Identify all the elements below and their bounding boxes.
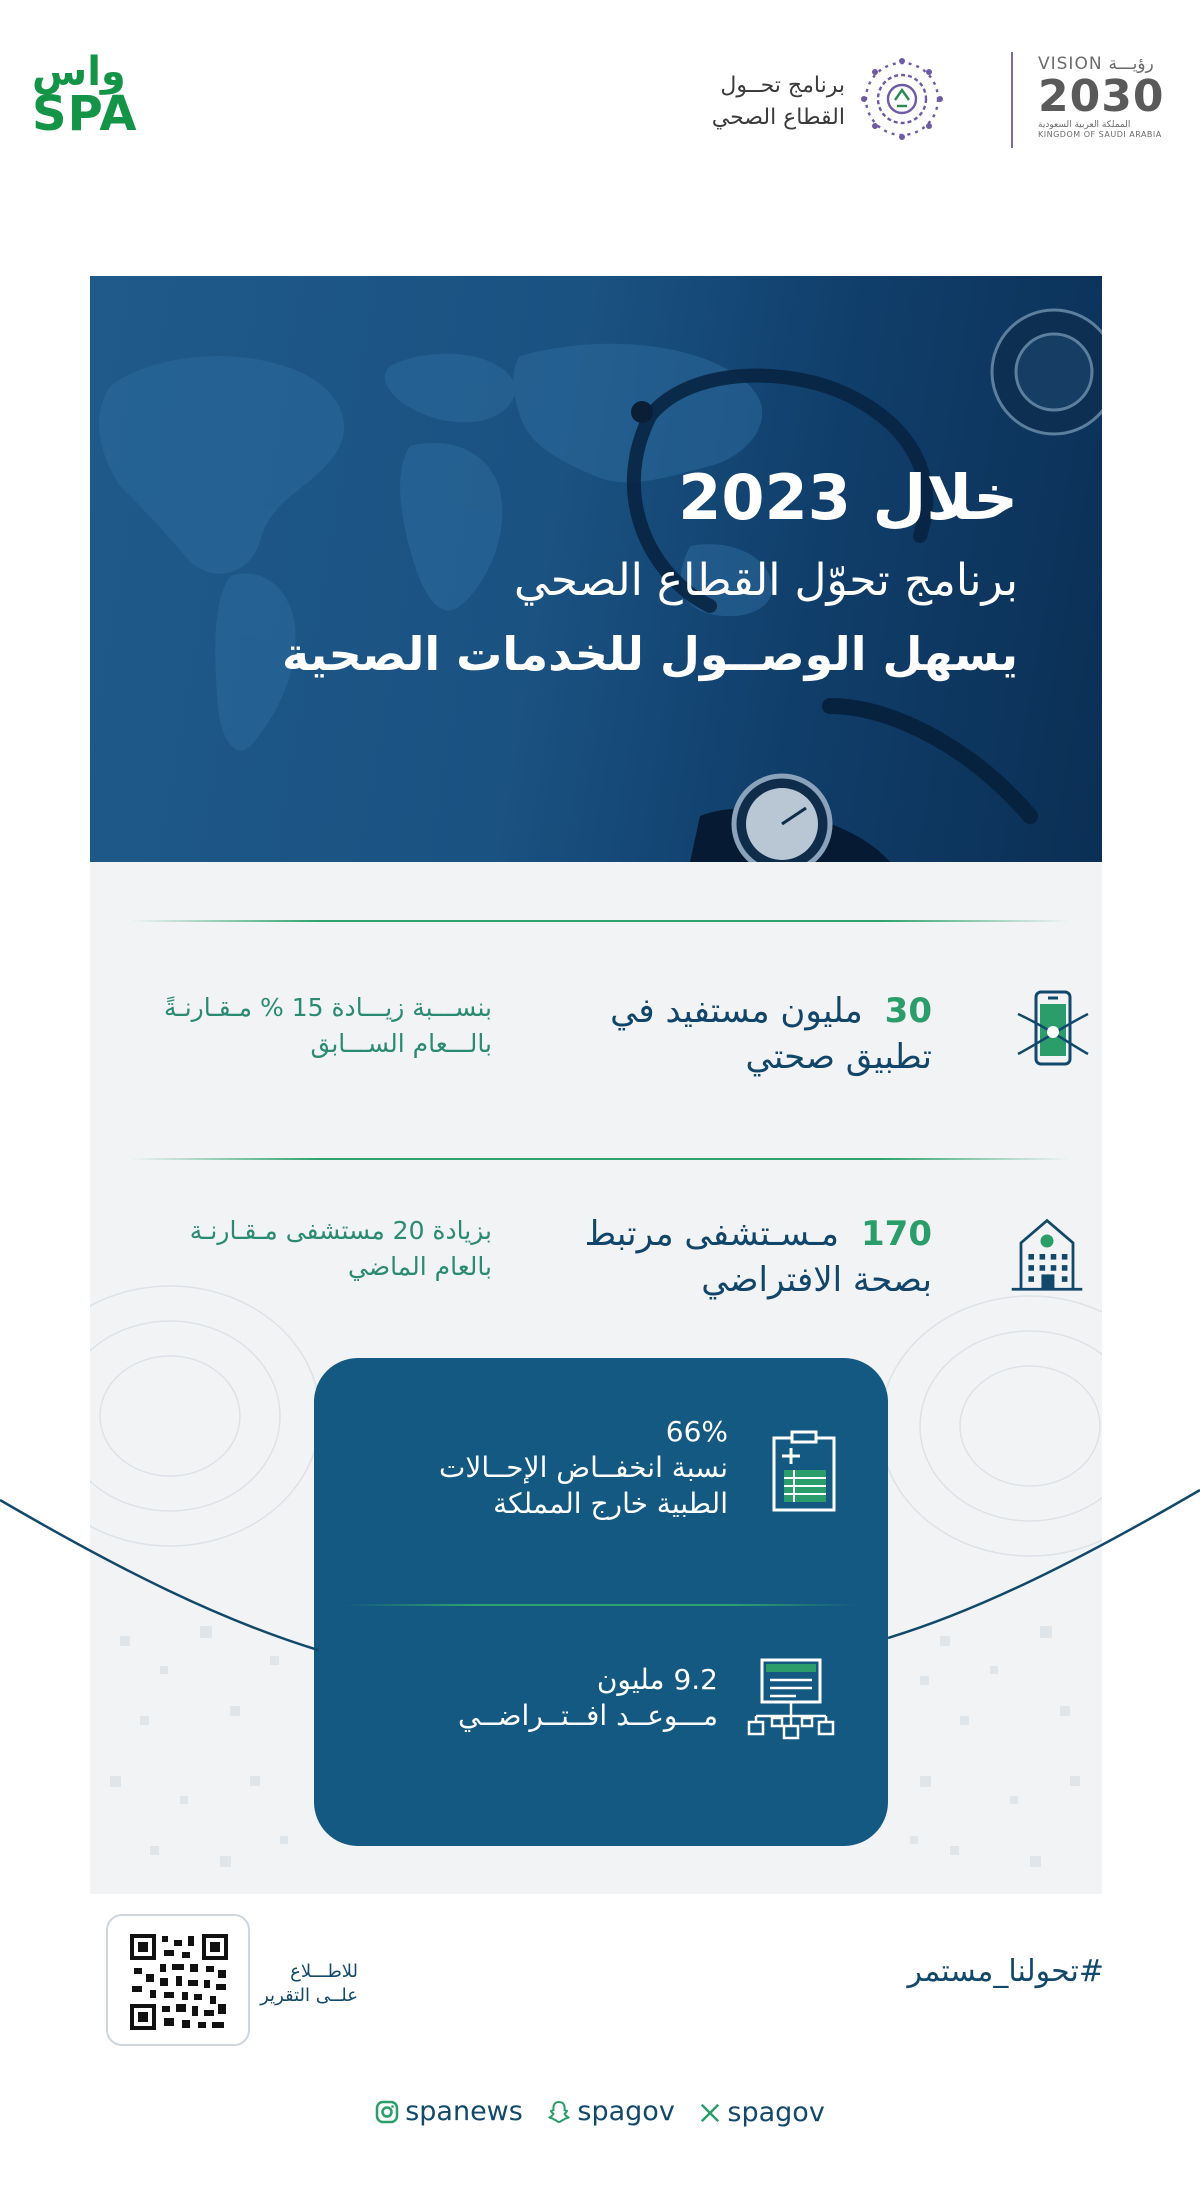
qr-code-icon[interactable] <box>130 1934 228 2030</box>
vision-country-ar: المملكة العربية السعودية <box>1038 120 1131 130</box>
snapchat-icon <box>547 2100 571 2124</box>
smartphone-app-icon <box>1014 988 1092 1072</box>
blood-pressure-gauge-icon <box>690 706 1030 862</box>
stat-label-line2: بصحة الافتراضي <box>701 1260 932 1300</box>
hero-subtitle: برنامج تحوّل القطاع الصحي <box>514 555 1018 606</box>
instagram-icon <box>375 2100 399 2124</box>
spa-logo <box>32 49 160 142</box>
campaign-hashtag[interactable]: #تحولنا_مستمر <box>907 1954 1104 1989</box>
vision-label-en: VISION <box>1038 54 1103 74</box>
hero-banner <box>90 276 1102 862</box>
hero-title: خلال 2023 <box>678 461 1018 534</box>
panel-item-referrals: 66% نسبة انخفــاض الإحــالات الطبية خارج المملكة <box>439 1415 728 1520</box>
starburst-emblem-icon <box>859 56 945 142</box>
social-handle: spagov <box>727 2097 825 2128</box>
spa-logo-arabic: واس <box>32 49 126 95</box>
hero-title-block <box>282 456 1018 692</box>
stat-row-sehhaty <box>610 988 932 1080</box>
health-transformation-program-logo <box>711 56 945 146</box>
stat-comparison-hospitals: بزيادة 20 مستشفى مـقـارنـة بالعام الماضي <box>189 1216 492 1281</box>
stat-value: 30 <box>884 991 932 1031</box>
qr-caption: للاطـــلاع علــى التقرير <box>260 1961 358 2006</box>
x-icon <box>699 2102 721 2124</box>
vision-year: 2030 <box>1038 71 1165 122</box>
stat-label: مـسـتشفى مرتبط <box>584 1214 840 1254</box>
panel-item-value: 66% <box>665 1415 728 1448</box>
social-handle: spagov <box>577 2096 675 2127</box>
vision-country-en: KINGDOM OF SAUDI ARABIA <box>1038 130 1162 139</box>
stethoscope-chestpiece <box>992 310 1102 434</box>
vision-label-ar: رؤيـــة <box>1108 54 1154 74</box>
social-x[interactable] <box>699 2097 824 2128</box>
stat-label: مليون مستفيد في <box>610 991 863 1031</box>
stat-comparison-sehhaty: بنســـبة زيـــادة 15 % مـقـارنـةً بالـــعام الســـابق <box>163 993 492 1058</box>
divider-line <box>130 920 1070 922</box>
hero-headline: يسهل الوصــول للخدمات الصحية <box>281 627 1018 681</box>
qr-code-frame[interactable] <box>106 1914 250 2046</box>
social-snapchat[interactable] <box>547 2096 674 2127</box>
social-handles <box>0 2096 1200 2131</box>
spa-logo-latin: SPA <box>32 86 138 142</box>
social-instagram[interactable] <box>375 2096 523 2127</box>
panel-item-value: 9.2 مليون <box>596 1663 718 1696</box>
decorative-curves <box>0 1460 1200 1720</box>
stat-label-line2: تطبيق صحتي <box>745 1037 932 1077</box>
vision-2030-logo <box>1038 54 1174 150</box>
program-logo-text: برنامج تحــول القطاع الصحي <box>711 73 845 130</box>
panel-item-appointments: 9.2 مليون مـــوعــد افــتــراضــي <box>458 1663 718 1732</box>
stat-value: 170 <box>861 1214 932 1254</box>
divider-line <box>130 1158 1070 1160</box>
social-handle: spanews <box>405 2096 523 2127</box>
header-divider <box>1011 52 1013 148</box>
